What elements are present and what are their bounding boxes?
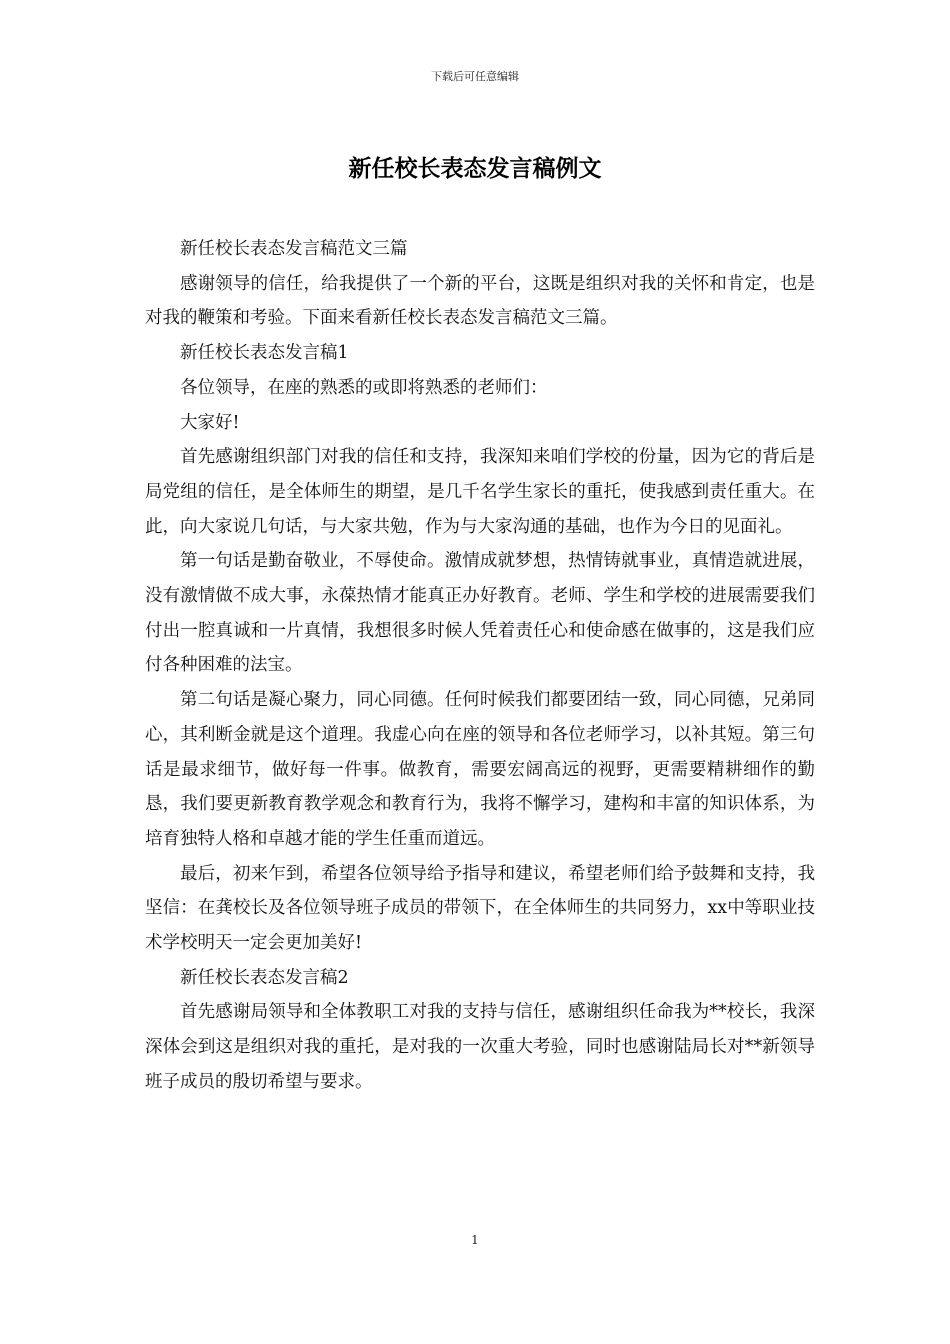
paragraph: 新任校长表态发言稿范文三篇 bbox=[180, 239, 408, 259]
paragraph: 第一句话是勤奋敬业，不辱使命。激情成就梦想，热情铸就事业，真情造就进展，没有激情做不成大事，永葆热情才能真正办好教育。老师、学生和学校的进展需要我们付出一腔真诚和一片真情，我想很多时候人凭着责任心和使命感在做事的，这是我们应付各种困难的法宝。 bbox=[145, 551, 815, 676]
paragraph: 首先感谢局领导和全体教职工对我的支持与信任，感谢组织任命我为**校长，我深深体会到这是组织对我的重托，是对我的一次重大考验，同时也感谢陆局长对**新领导班子成员的殷切希望与要求。 bbox=[145, 1002, 815, 1092]
page-header: 下载后可任意编辑 bbox=[431, 70, 519, 83]
paragraph: 首先感谢组织部门对我的信任和支持，我深知来咱们学校的份量，因为它的背后是局党组的信任，是全体师生的期望，是几千名学生家长的重托，使我感到责任重大。在此，向大家说几句话，与大家共勉，作为与大家沟通的基础，也作为今日的见面礼。 bbox=[145, 447, 815, 537]
paragraph: 第二句话是凝心聚力，同心同德。任何时候我们都要团结一致，同心同德，兄弟同心，其利断金就是这个道理。我虚心向在座的领导和各位老师学习，以补其短。第三句话是最求细节，做好每一件事。做教育，需要宏阔高远的视野，更需要精耕细作的勤恳，我们要更新教育教学观念和教育行为，我将不懈学习，建构和丰富的知识体系，为培育独特人格和卓越才能的学生任重而道远。 bbox=[145, 690, 815, 849]
paragraph: 最后，初来乍到，希望各位领导给予指导和建议，希望老师们给予鼓舞和支持，我坚信：在龚校长及各位领导班子成员的带领下，在全体师生的共同努力，xx中等职业技术学校明天一定会更加美好! bbox=[145, 863, 815, 954]
paragraph: 新任校长表态发言稿1 bbox=[180, 343, 349, 364]
paragraph: 各位领导，在座的熟悉的或即将熟悉的老师们： bbox=[180, 377, 548, 398]
paragraph: 大家好! bbox=[180, 412, 240, 433]
page-number: 1 bbox=[471, 1233, 479, 1247]
document-body bbox=[145, 232, 815, 1100]
paragraph: 感谢领导的信任，给我提供了一个新的平台，这既是组织对我的关怀和肯定，也是对我的鞭策和考验。下面来看新任校长表态发言稿范文三篇。 bbox=[145, 273, 815, 329]
paragraph: 新任校长表态发言稿2 bbox=[180, 967, 349, 988]
document-title: 新任校长表态发言稿例文 bbox=[348, 156, 602, 182]
